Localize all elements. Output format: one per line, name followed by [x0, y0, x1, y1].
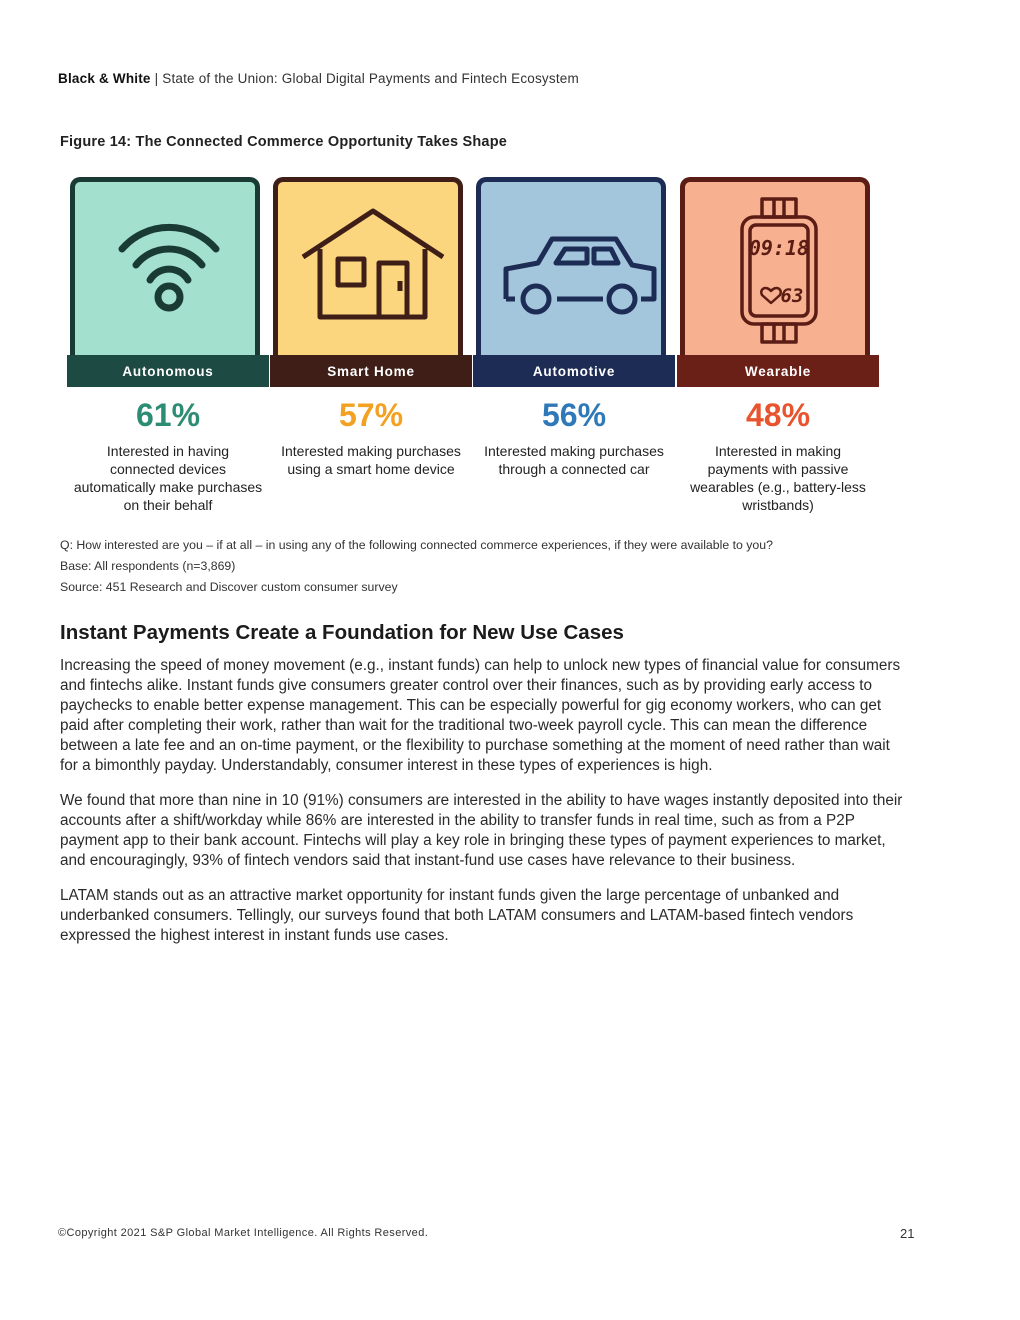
- paragraph: We found that more than nine in 10 (91%) consumers are interested in the ability to have wages instantly deposited into their accounts after a shift/workday while 86% are interested in the ability to transfer funds in real time, such as from a P2P payment app to their bank account. Fintechs will play a key role in bringing these types of payment experiences to market, and encouragingly, 93% of fintech vendors said that instant-fund use cases have relevance to their business.: [60, 792, 903, 869]
- watch-heart-rate: 63: [780, 285, 804, 307]
- survey-base: Base: All respondents (n=3,869): [60, 559, 236, 573]
- car-icon: [476, 177, 666, 355]
- header-title: State of the Union: Global Digital Payments and Fintech Ecosystem: [162, 71, 579, 86]
- page-number: 21: [900, 1226, 915, 1241]
- house-icon: [273, 177, 463, 355]
- card-description: Interested in having connected devices automatically make purchases on their behalf: [73, 443, 263, 513]
- card-percent: 48%: [745, 397, 811, 433]
- paragraph: Increasing the speed of money movement (e.g., instant funds) can help to unlock new types of financial value for consumers and fintechs alike. Instant funds give consumers greater control over their finances, such as by providing early access to paychecks to enable better expense management. This can be especially powerful for gig economy workers, who can get paid after completing their work, rather than wait for the traditional two-week payroll cycle. This can mean the difference between a late fee and an on-time payment, or the flexibility to purchase something at the moment of need rather than wait for a bimonthly payday. Understandably, consumer interest in these types of experiences is high.: [60, 657, 901, 774]
- figure-notes: [60, 535, 773, 598]
- card-description: Interested making purchases through a connected car: [484, 443, 664, 477]
- survey-source: Source: 451 Research and Discover custom consumer survey: [60, 580, 398, 594]
- card-percent: 61%: [135, 397, 201, 433]
- survey-question: Q: How interested are you – if at all – in using any of the following connected commerce experiences, if they were available to you?: [60, 538, 773, 552]
- card-description: Interested in making payments with passive wearables (e.g., battery-less wristbands): [690, 443, 866, 513]
- card-description: Interested making purchases using a smart home device: [281, 443, 461, 477]
- running-header: [58, 71, 579, 86]
- card-percent: 56%: [541, 397, 607, 433]
- card-label: Wearable: [677, 355, 879, 387]
- card-label: Smart Home: [270, 355, 472, 387]
- card-percent: 57%: [338, 397, 404, 433]
- smartwatch-icon: [680, 177, 870, 355]
- section-heading: Instant Payments Create a Foundation for New Use Cases: [60, 621, 624, 644]
- header-brand: Black & White: [58, 71, 151, 86]
- card-label: Automotive: [473, 355, 675, 387]
- watch-time: 09:18: [748, 236, 810, 260]
- header-separator: |: [150, 71, 163, 86]
- card-label: Autonomous: [67, 355, 269, 387]
- figure-title: Figure 14: The Connected Commerce Opportunity Takes Shape: [60, 134, 508, 150]
- wifi-icon: [70, 177, 260, 355]
- paragraph: LATAM stands out as an attractive market opportunity for instant funds given the large percentage of unbanked and underbanked consumers. Tellingly, our surveys found that both LATAM consumers and LATAM-based fintech vendors expressed the highest interest in instant funds use cases.: [60, 887, 854, 944]
- section-body: [60, 656, 910, 961]
- footer-copyright: ©Copyright 2021 S&P Global Market Intelligence. All Rights Reserved.: [58, 1227, 429, 1239]
